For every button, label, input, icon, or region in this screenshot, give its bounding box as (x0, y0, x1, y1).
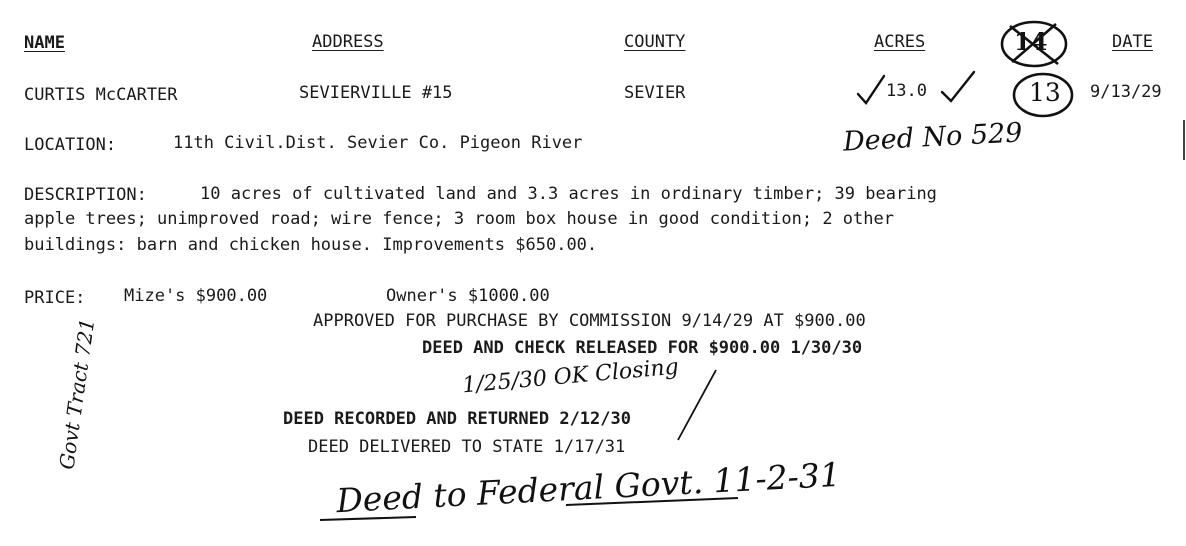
record-name: CURTIS McCARTER (24, 85, 178, 105)
underline-right (566, 498, 738, 505)
tract-number-struck: 14 (1014, 27, 1048, 56)
recorded-note: DEED RECORDED AND RETURNED 2/12/30 (283, 409, 631, 429)
tract-number: 13 (1029, 78, 1061, 107)
check-mark-left-icon (858, 76, 884, 103)
header-county: COUNTY (624, 32, 686, 52)
description-line-3: buildings: barn and chicken house. Improvements $650.00. (24, 235, 598, 255)
underline-left (320, 517, 416, 520)
record-address: SEVIERVILLE #15 (299, 83, 453, 103)
strike-slash-icon (678, 370, 716, 440)
federal-note: Deed to Federal Govt. 11-2-31 (335, 454, 842, 521)
header-acres: ACRES (874, 32, 926, 52)
price-mize: Mize's $900.00 (124, 286, 268, 306)
check-mark-right-icon (942, 72, 974, 101)
record-acres: 13.0 (886, 81, 927, 101)
approved-note: APPROVED FOR PURCHASE BY COMMISSION 9/14/29 AT $900.00 (313, 311, 866, 331)
ok-closing-note: 1/25/30 OK Closing (461, 354, 680, 399)
description-label: DESCRIPTION: (24, 185, 147, 205)
header-address: ADDRESS (312, 32, 384, 52)
record-county: SEVIER (624, 83, 686, 103)
deed-number: Deed No 529 (842, 117, 1024, 158)
description-line-2: apple trees; unimproved road; wire fence; 3 room box house in good condition; 2 other (24, 209, 894, 229)
strike-x-icon (1010, 24, 1058, 64)
header-date: DATE (1112, 32, 1153, 52)
circle-tract-icon (1014, 74, 1072, 116)
delivered-note: DEED DELIVERED TO STATE 1/17/31 (308, 437, 626, 457)
price-owner: Owner's $1000.00 (386, 286, 550, 306)
record-date: 9/13/29 (1090, 82, 1162, 102)
location-value: 11th Civil.Dist. Sevier Co. Pigeon River (173, 133, 583, 153)
margin-note: Govt Tract 721 (54, 316, 100, 471)
location-label: LOCATION: (24, 135, 117, 155)
deed-check-note: DEED AND CHECK RELEASED FOR $900.00 1/30/30 (422, 338, 863, 358)
header-name: NAME (24, 33, 65, 53)
description-line-1: 10 acres of cultivated land and 3.3 acres in ordinary timber; 39 bearing (200, 184, 937, 204)
price-label: PRICE: (24, 288, 86, 308)
